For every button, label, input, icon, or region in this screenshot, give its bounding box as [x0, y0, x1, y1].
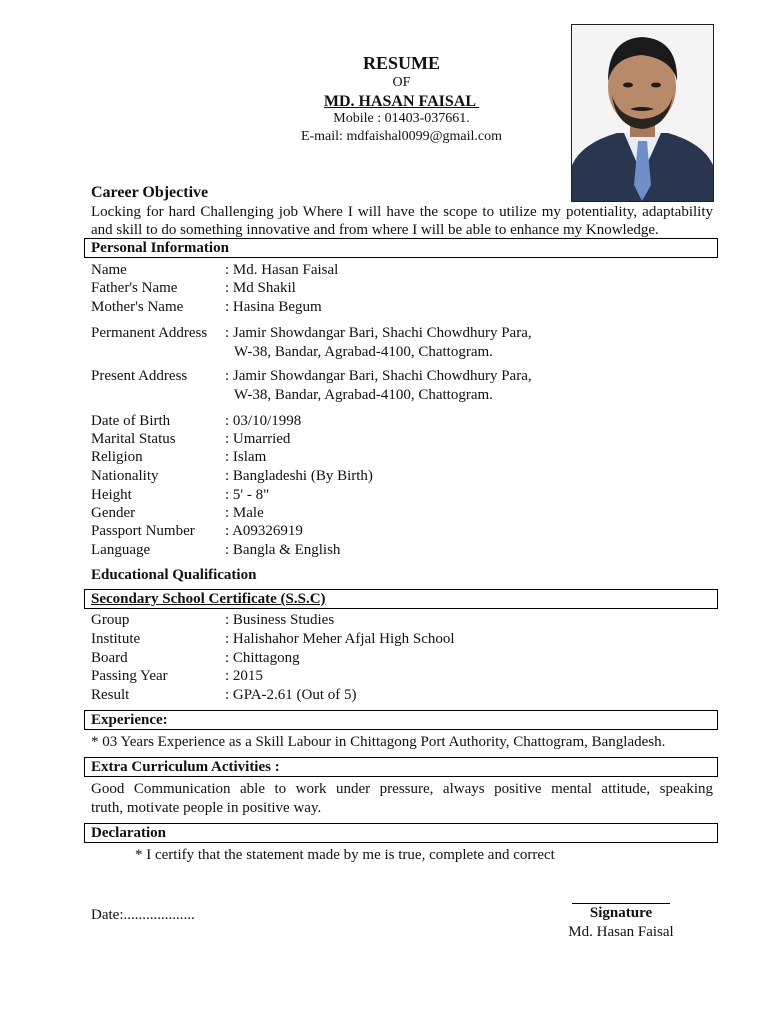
value-present-address-2: W-38, Bandar, Agrabad-4100, Chattogram. [234, 387, 493, 403]
career-objective-heading: Career Objective [91, 184, 209, 201]
label-father-name: Father's Name [91, 280, 178, 296]
label-board: Board [91, 650, 128, 666]
date-field: Date:................... [91, 907, 195, 923]
value-present-address-1: : Jamir Showdangar Bari, Shachi Chowdhury Para, [225, 368, 532, 384]
profile-photo [571, 24, 714, 202]
value-marital-status: : Umarried [225, 431, 291, 447]
label-present-address: Present Address [91, 368, 188, 384]
label-group: Group [91, 612, 130, 628]
signer-name: Md. Hasan Faisal [568, 924, 674, 940]
experience-heading: Experience: [84, 710, 718, 730]
value-permanent-address-2: W-38, Bandar, Agrabad-4100, Chattogram. [234, 344, 493, 360]
value-name: : Md. Hasan Faisal [225, 262, 339, 278]
label-height: Height [91, 487, 132, 503]
label-name: Name [91, 262, 127, 278]
personal-row-gender [91, 504, 264, 522]
personal-row-name [91, 261, 338, 279]
portrait-image [572, 25, 713, 201]
personal-row-marital [91, 430, 290, 448]
edu-row-result [91, 686, 357, 704]
declaration-text: * I certify that the statement made by me is true, complete and correct [135, 847, 555, 863]
label-marital-status: Marital Status [91, 431, 176, 447]
value-gender: : Male [225, 505, 264, 521]
value-dob: : 03/10/1998 [225, 413, 302, 429]
personal-information-heading: Personal Information [84, 238, 718, 258]
value-passing-year: : 2015 [225, 668, 263, 684]
label-nationality: Nationality [91, 468, 159, 484]
edu-row-institute [91, 630, 455, 648]
value-result: : GPA-2.61 (Out of 5) [225, 687, 357, 703]
resume-title: RESUME [362, 53, 440, 73]
personal-row-permanent-address [91, 324, 532, 342]
label-permanent-address: Permanent Address [91, 325, 208, 341]
value-group: : Business Studies [225, 612, 335, 628]
value-passport-number: : A09326919 [225, 523, 303, 539]
value-language: : Bangla & English [225, 542, 341, 558]
value-institute: : Halishahor Meher Afjal High School [225, 631, 455, 647]
candidate-name-heading: MD. HASAN FAISAL [323, 93, 480, 110]
personal-row-dob [91, 412, 301, 430]
mobile-line: Mobile : 01403-037661. [333, 111, 470, 126]
value-nationality: : Bangladeshi (By Birth) [225, 468, 373, 484]
extra-curriculum-heading: Extra Curriculum Activities : [84, 757, 718, 777]
personal-row-religion [91, 448, 266, 466]
label-dob: Date of Birth [91, 413, 171, 429]
edu-row-board [91, 649, 300, 667]
of-text: OF [392, 75, 411, 90]
career-objective-line-2: and skill to do something innovative and from where I will be able to enhance my Knowledge. [91, 222, 659, 238]
extra-curriculum-line-2: truth, motivate people in positive way. [91, 800, 322, 816]
label-institute: Institute [91, 631, 141, 647]
value-father-name: : Md Shakil [225, 280, 296, 296]
label-gender: Gender [91, 505, 136, 521]
personal-row-language [91, 541, 340, 559]
career-objective-line-1: Locking for hard Challenging job Where I will have the scope to utilize my potentiality, adaptability [91, 204, 713, 220]
label-passing-year: Passing Year [91, 668, 168, 684]
value-board: : Chittagong [225, 650, 300, 666]
personal-row-passport [91, 522, 303, 540]
value-mother-name: : Hasina Begum [225, 299, 322, 315]
educational-qualification-heading: Educational Qualification [91, 567, 257, 583]
personal-row-present-address [91, 367, 532, 385]
label-language: Language [91, 542, 151, 558]
label-result: Result [91, 687, 130, 703]
value-permanent-address-1: : Jamir Showdangar Bari, Shachi Chowdhury Para, [225, 325, 532, 341]
value-religion: : Islam [225, 449, 267, 465]
label-religion: Religion [91, 449, 143, 465]
ssc-heading: Secondary School Certificate (S.S.C) [84, 589, 718, 609]
personal-row-father [91, 279, 296, 297]
experience-text: * 03 Years Experience as a Skill Labour in Chittagong Port Authority, Chattogram, Bangladesh. [91, 734, 666, 750]
signature-line [572, 903, 670, 904]
value-height: : 5' - 8" [225, 487, 270, 503]
personal-row-nationality [91, 467, 373, 485]
label-passport-number: Passport Number [91, 523, 195, 539]
edu-row-group [91, 611, 334, 629]
declaration-heading: Declaration [84, 823, 718, 843]
personal-row-mother [91, 298, 322, 316]
extra-curriculum-line-1: Good Communication able to work under pressure, always positive mental attitude, speaking [91, 781, 713, 797]
signature-label: Signature [589, 905, 653, 921]
edu-row-passing-year [91, 667, 263, 685]
personal-row-height [91, 486, 269, 504]
email-line: E-mail: mdfaishal0099@gmail.com [300, 129, 503, 144]
label-mother-name: Mother's Name [91, 299, 184, 315]
